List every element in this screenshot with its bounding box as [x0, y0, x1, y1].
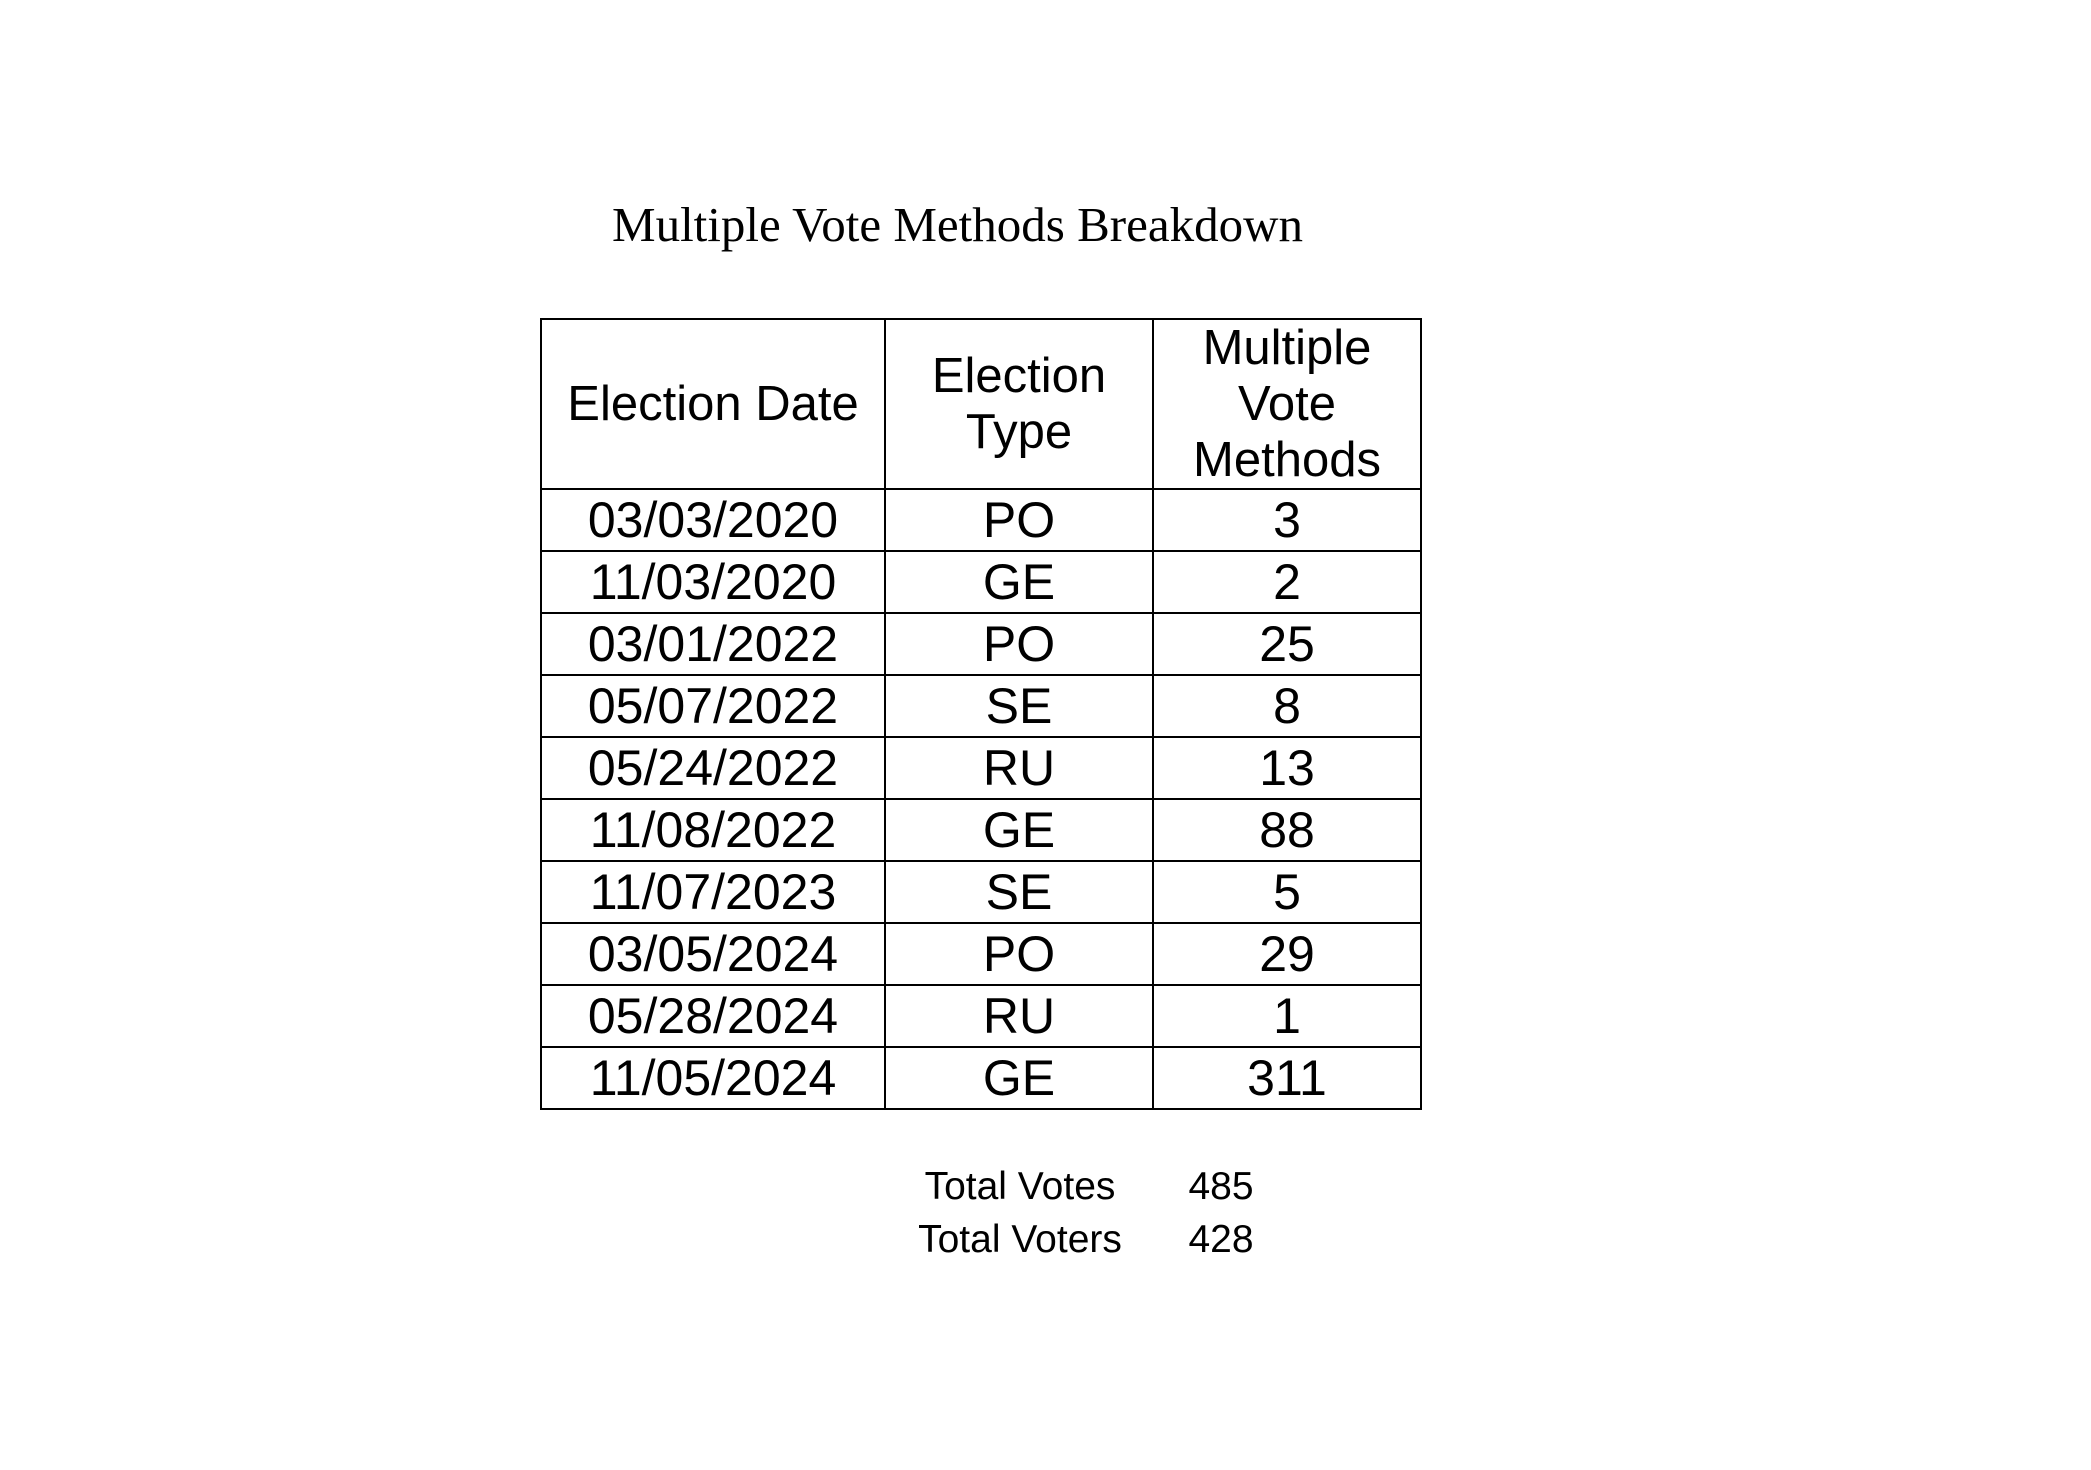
header-methods-line1: Multiple — [1202, 321, 1372, 375]
cell-election-type: SE — [885, 861, 1153, 923]
table-row — [541, 675, 1421, 737]
header-election-type-line2: Type — [965, 405, 1073, 459]
total-votes-label: Total Votes — [924, 1165, 1116, 1208]
cell-election-date: 11/08/2022 — [541, 799, 885, 861]
header-election-date — [541, 319, 885, 489]
total-votes-row — [880, 1160, 1286, 1213]
cell-vote-methods-count: 3 — [1153, 489, 1421, 551]
header-election-date-label: Election Date — [567, 377, 859, 431]
cell-vote-methods-count: 13 — [1153, 737, 1421, 799]
cell-election-type: GE — [885, 799, 1153, 861]
table-row — [541, 489, 1421, 551]
cell-election-date: 05/24/2022 — [541, 737, 885, 799]
vote-methods-table — [540, 318, 1422, 1110]
cell-election-type: RU — [885, 985, 1153, 1047]
table-row — [541, 985, 1421, 1047]
cell-election-date: 05/07/2022 — [541, 675, 885, 737]
header-multiple-vote-methods — [1153, 319, 1421, 489]
header-methods-line3: Methods — [1193, 433, 1381, 487]
cell-election-type: PO — [885, 489, 1153, 551]
cell-election-date: 11/05/2024 — [541, 1047, 885, 1109]
cell-election-date: 03/01/2022 — [541, 613, 885, 675]
table-row — [541, 551, 1421, 613]
cell-election-type: GE — [885, 551, 1153, 613]
table-row — [541, 923, 1421, 985]
cell-vote-methods-count: 2 — [1153, 551, 1421, 613]
table-row — [541, 799, 1421, 861]
cell-vote-methods-count: 311 — [1153, 1047, 1421, 1109]
table-row — [541, 613, 1421, 675]
cell-election-type: PO — [885, 613, 1153, 675]
header-election-type — [885, 319, 1153, 489]
cell-election-type: GE — [885, 1047, 1153, 1109]
cell-election-type: RU — [885, 737, 1153, 799]
page-title: Multiple Vote Methods Breakdown — [612, 197, 1303, 252]
table-row — [541, 1047, 1421, 1109]
cell-vote-methods-count: 8 — [1153, 675, 1421, 737]
total-voters-label: Total Voters — [918, 1218, 1122, 1261]
total-votes-value: 485 — [1188, 1165, 1254, 1208]
header-election-type-line1: Election — [931, 349, 1107, 403]
cell-election-date: 11/03/2020 — [541, 551, 885, 613]
cell-election-type: SE — [885, 675, 1153, 737]
cell-election-date: 05/28/2024 — [541, 985, 885, 1047]
cell-election-type: PO — [885, 923, 1153, 985]
cell-vote-methods-count: 25 — [1153, 613, 1421, 675]
cell-election-date: 03/05/2024 — [541, 923, 885, 985]
header-methods-line2: Vote — [1237, 377, 1337, 431]
cell-vote-methods-count: 88 — [1153, 799, 1421, 861]
cell-vote-methods-count: 1 — [1153, 985, 1421, 1047]
table-row — [541, 737, 1421, 799]
table-row — [541, 861, 1421, 923]
table-header-row — [541, 319, 1421, 489]
cell-vote-methods-count: 29 — [1153, 923, 1421, 985]
cell-election-date: 03/03/2020 — [541, 489, 885, 551]
total-voters-value: 428 — [1188, 1218, 1254, 1261]
cell-election-date: 11/07/2023 — [541, 861, 885, 923]
totals-summary — [880, 1160, 1286, 1266]
cell-vote-methods-count: 5 — [1153, 861, 1421, 923]
total-voters-row — [880, 1213, 1286, 1266]
